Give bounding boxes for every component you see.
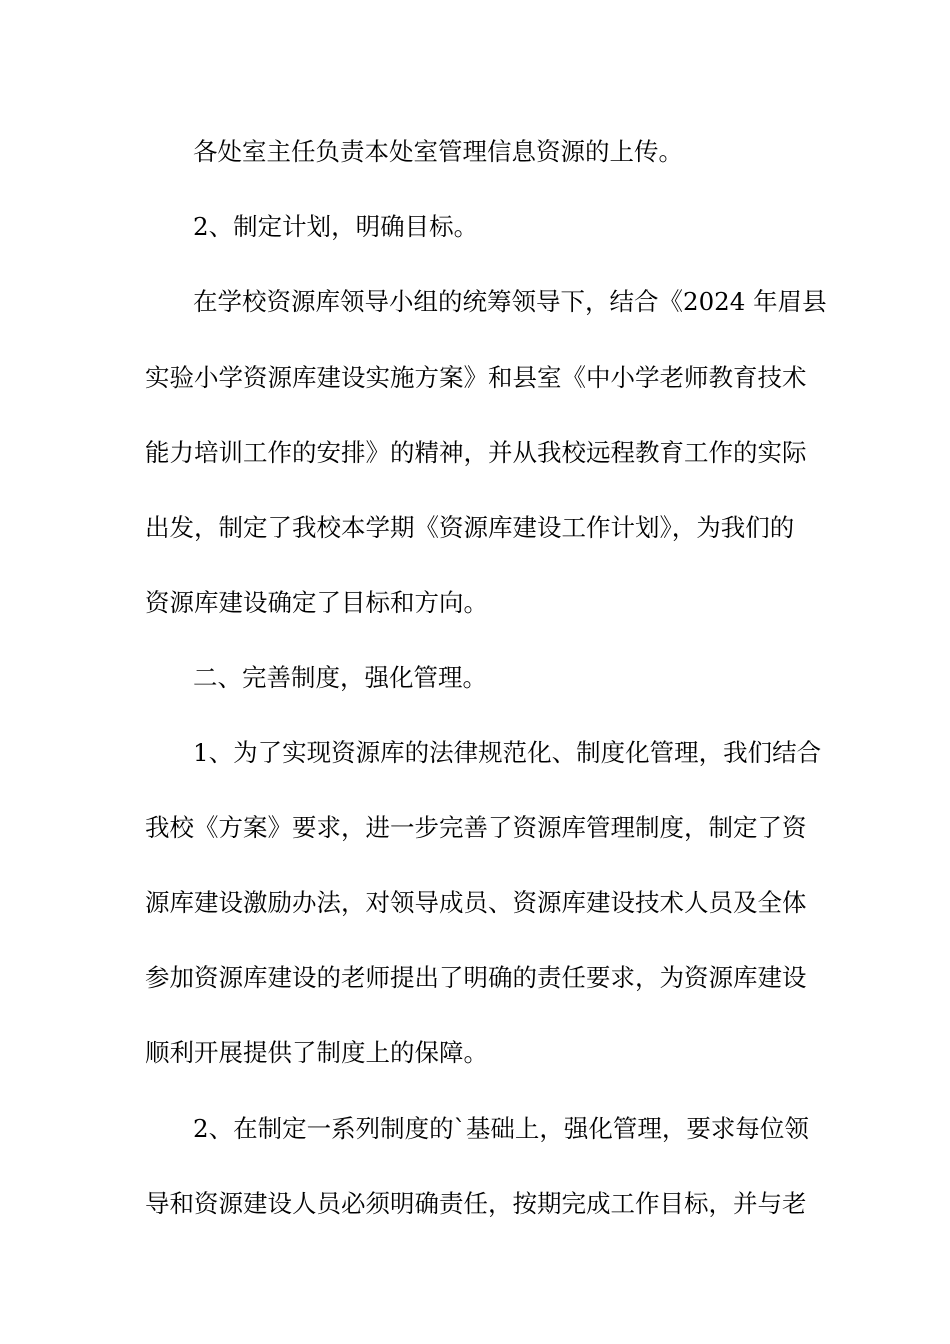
text-line: 各处室主任负责本处室管理信息资源的上传。 [193, 137, 683, 166]
text-line: 顺利开展提供了制度上的保障。 [145, 1038, 488, 1067]
text-line: 源库建设激励办法，对领导成员、资源库建设技术人员及全体 [145, 888, 807, 917]
text-line: 实验小学资源库建设实施方案》和县室《中小学老师教育技术 [145, 363, 807, 392]
text-line: 在学校资源库领导小组的统筹领导下，结合《2024 年眉县 [193, 287, 827, 316]
text-line: 出发，制定了我校本学期《资源库建设工作计划》，为我们的 [145, 513, 795, 542]
text-line: 2、在制定一系列制度的`基础上，强化管理，要求每位领 [193, 1114, 809, 1143]
text-line: 能力培训工作的安排》的精神，并从我校远程教育工作的实际 [145, 438, 807, 467]
section-heading: 2、制定计划，明确目标。 [193, 212, 479, 241]
section-heading: 二、完善制度，强化管理。 [193, 663, 487, 692]
text-line: 我校《方案》要求，进一步完善了资源库管理制度，制定了资 [145, 813, 807, 842]
text-line: 1、为了实现资源库的法律规范化、制度化管理，我们结合 [193, 738, 822, 767]
text-line: 资源库建设确定了目标和方向。 [145, 588, 488, 617]
text-line: 导和资源建设人员必须明确责任，按期完成工作目标，并与老 [145, 1189, 807, 1218]
text-line: 参加资源库建设的老师提出了明确的责任要求，为资源库建设 [145, 963, 807, 992]
